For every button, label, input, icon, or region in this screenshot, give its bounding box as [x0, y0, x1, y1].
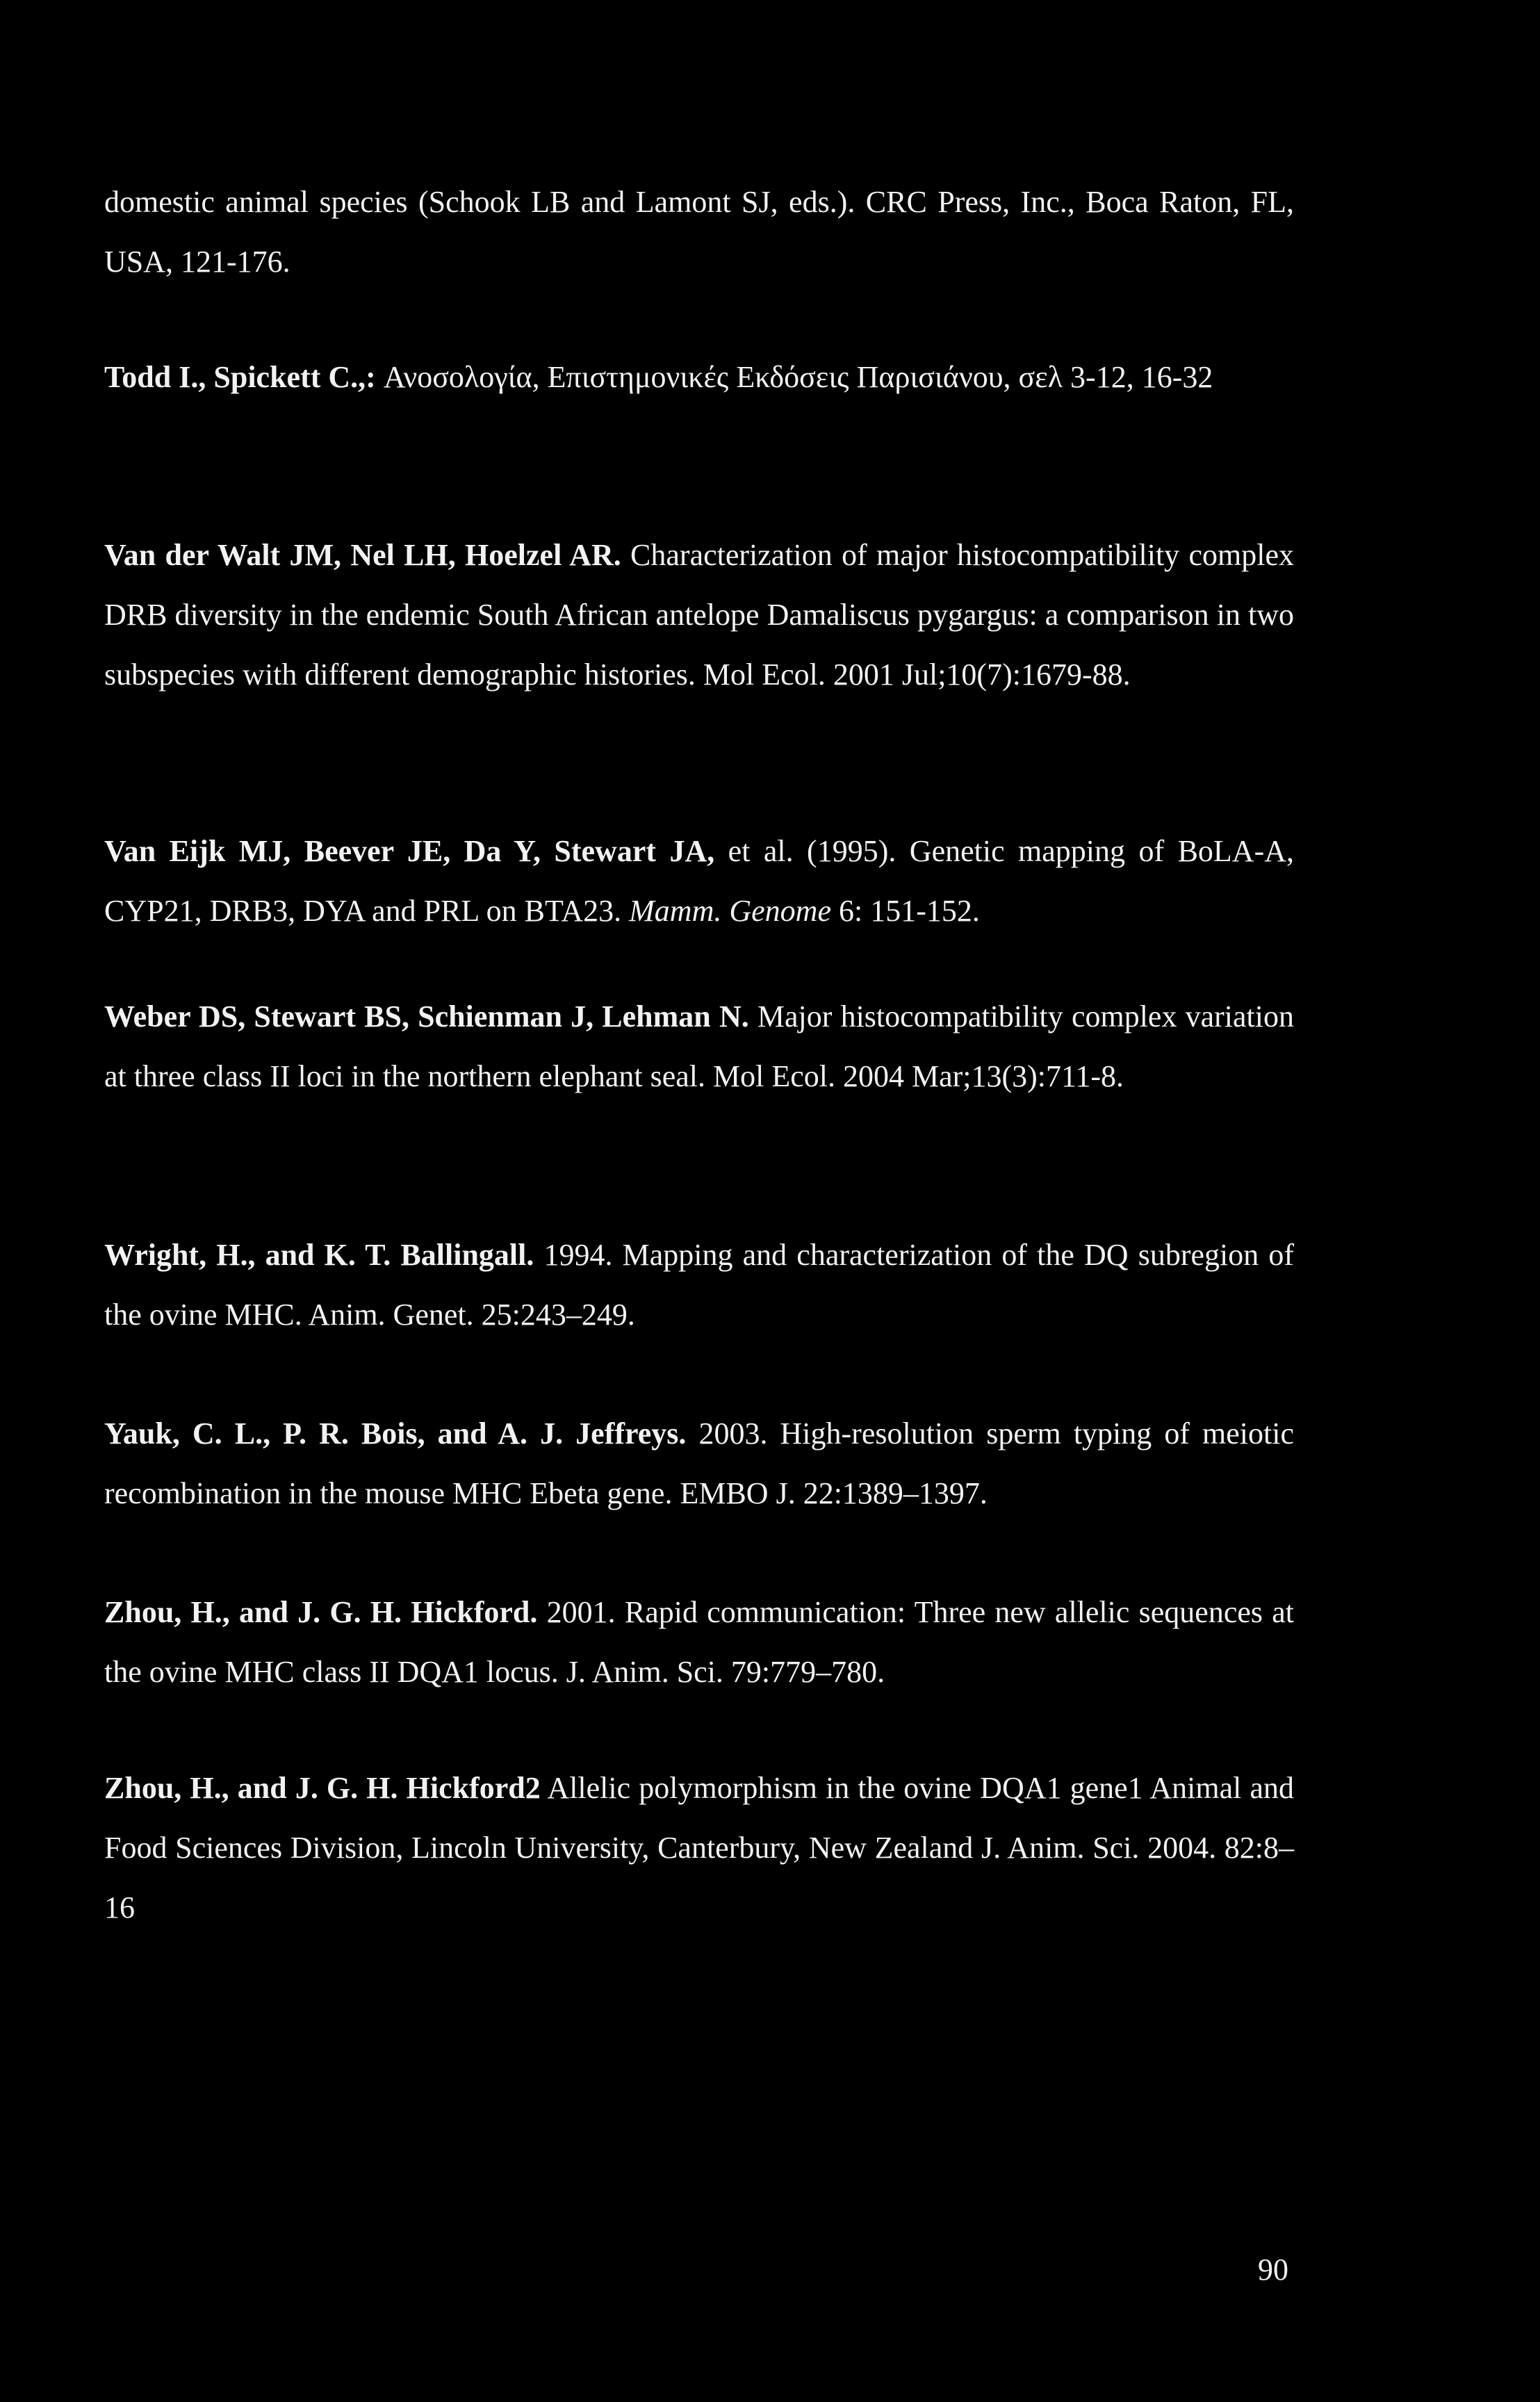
- reference-text: domestic animal species (Schook LB and Lamont SJ, eds.). CRC Press, Inc., Boca Raton, FL, USA, 121-176.: [104, 185, 1294, 279]
- reference-authors: Yauk, C. L., P. R. Bois, and A. J. Jeffreys.: [104, 1416, 687, 1451]
- reference-text: 2003. High-resolution sperm typing of meiotic recombination in the mouse MHC Ebeta gene. EMBO J. 22:1389–1397.: [104, 1416, 1295, 1510]
- reference-entry: [104, 525, 1294, 705]
- reference-entry: [104, 1758, 1294, 1938]
- reference-entry: [104, 1583, 1294, 1702]
- reference-text: 6: 151-152.: [830, 894, 980, 928]
- reference-journal: Mamm. Genome: [629, 894, 831, 928]
- reference-authors: Van Eijk MJ, Beever JE, Da Y, Stewart JA,: [104, 834, 715, 868]
- reference-entry: [104, 822, 1294, 941]
- reference-authors: Van der Walt JM, Nel LH, Hoelzel AR.: [104, 538, 621, 572]
- reference-entry: [104, 1404, 1294, 1523]
- reference-text: Allelic polymorphism in the ovine DQA1 gene1 Animal and Food Sciences Division, Lincoln University, Canterbury, New Zealand J. Anim. Sci. 2004. 82:8–16: [104, 1771, 1294, 1925]
- reference-text: et al. (1995). Genetic mapping of BoLA-A, CYP21, DRB3, DYA and PRL on BTA23.: [104, 834, 1294, 928]
- reference-authors: Zhou, H., and J. G. H. Hickford2: [104, 1771, 541, 1805]
- reference-authors: Todd I., Spickett C.,:: [104, 360, 376, 394]
- reference-entry: [104, 987, 1294, 1106]
- reference-text: Major histocompatibility complex variation at three class II loci in the northern elephant seal. Mol Ecol. 2004 Mar;13(3):711-8.: [104, 999, 1294, 1093]
- reference-authors: Zhou, H., and J. G. H. Hickford.: [104, 1595, 538, 1629]
- page-number: 90: [1258, 2253, 1288, 2287]
- reference-text: Characterization of major histocompatibility complex DRB diversity in the endemic South African antelope Damaliscus pygargus: a comparison in two subspecies with different demographic histories. Mol Ecol. 2001 Jul;10(7):1679-88.: [104, 538, 1294, 692]
- reference-authors: Weber DS, Stewart BS, Schienman J, Lehman N.: [104, 999, 749, 1033]
- reference-entry: [104, 348, 1294, 407]
- reference-text: 2001. Rapid communication: Three new allelic sequences at the ovine MHC class II DQA1 locus. J. Anim. Sci. 79:779–780.: [104, 1595, 1294, 1689]
- reference-authors: Wright, H., and K. T. Ballingall.: [104, 1238, 534, 1272]
- reference-entry: [104, 1225, 1294, 1345]
- reference-text: 1994. Mapping and characterization of the DQ subregion of the ovine MHC. Anim. Genet. 25:243–249.: [104, 1238, 1295, 1332]
- reference-entry: [104, 172, 1294, 292]
- reference-text: Ανοσολογία, Επιστημονικές Εκδόσεις Παρισιάνου, σελ 3-12, 16-32: [375, 360, 1213, 394]
